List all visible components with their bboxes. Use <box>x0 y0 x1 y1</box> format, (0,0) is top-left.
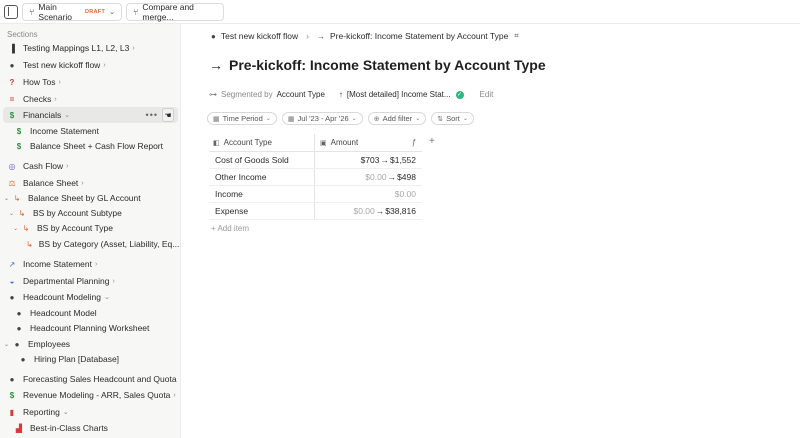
chevron-down-icon: ⌄ <box>415 116 421 122</box>
breadcrumb <box>211 31 519 41</box>
sidebar-item-bs-by-account-type[interactable] <box>3 220 178 236</box>
draft-badge: DRAFT <box>84 9 106 15</box>
sidebar-item-label: BS by Account Type <box>37 223 113 233</box>
column-header-left <box>320 138 358 147</box>
sidebar-item-income-statement-2[interactable] <box>3 256 178 272</box>
chevron-right-icon: › <box>66 162 69 170</box>
caret-down-icon[interactable]: ⌄ <box>9 210 15 217</box>
chart-icon: ▟ <box>15 423 23 433</box>
compare-merge-button[interactable] <box>126 3 224 21</box>
arrow-right-icon: → <box>375 206 385 216</box>
sidebar-item-checks[interactable] <box>3 91 178 107</box>
sidebar-item-bs-by-category[interactable] <box>3 236 178 252</box>
sidebar-item-label: Testing Mappings L1, L2, L3 <box>23 43 130 53</box>
sidebar-item-bs-by-gl-account[interactable] <box>3 190 178 206</box>
more-options-icon[interactable]: ••• <box>145 110 158 120</box>
dollar-icon: $ <box>9 110 15 120</box>
people-icon: ● <box>20 354 26 364</box>
column-header-label: Amount <box>330 138 359 147</box>
people-icon: ● <box>9 374 15 384</box>
account-type-cell: Cost of Goods Sold <box>209 152 315 168</box>
people-icon: ● <box>16 323 22 333</box>
sidebar-item-label: Hiring Plan [Database] <box>34 354 120 364</box>
account-type-cell: Expense <box>209 203 315 219</box>
meta-bar <box>209 90 493 99</box>
amount-cell <box>315 152 422 168</box>
reporting-icon: ▮ <box>9 407 15 417</box>
balance-scale-icon: ⚖ <box>8 178 16 188</box>
sidebar-item-label: Revenue Modeling - ARR, Sales Quota <box>23 390 171 400</box>
amount-to: $0.00 <box>394 189 416 199</box>
breadcrumb-current: Pre-kickoff: Income Statement by Account Type <box>330 31 509 41</box>
add-item-label: Add item <box>217 224 250 233</box>
breadcrumb-parent[interactable]: Test new kickoff flow <box>220 31 299 41</box>
sidebar-item-headcount-model[interactable] <box>3 305 178 321</box>
chevron-down-icon: ⌄ <box>109 9 115 16</box>
page-title-text: Pre-kickoff: Income Statement by Account Type <box>229 57 546 73</box>
sidebar-item-employees[interactable] <box>3 336 178 352</box>
amount-cell <box>315 186 422 202</box>
sidebar-item-label: Test new kickoff flow <box>23 60 101 70</box>
arrow-up-icon: ↑ <box>338 90 343 99</box>
table-row[interactable] <box>209 169 422 186</box>
sidebar-item-forecasting-sales-headcount[interactable] <box>3 371 178 387</box>
chevron-right-icon: › <box>103 61 106 69</box>
account-type-cell: Income <box>209 186 315 202</box>
sidebar-item-label: Employees <box>28 339 71 349</box>
caret-down-icon[interactable]: ⌄ <box>4 341 10 348</box>
segmented-by-value[interactable]: Account Type <box>276 90 325 99</box>
chevron-right-icon: › <box>54 95 57 103</box>
sidebar-item-test-new-kickoff-flow[interactable] <box>3 57 178 73</box>
sidebar-item-label: Checks <box>23 94 52 104</box>
sidebar-item-label: Headcount Planning Worksheet <box>30 323 150 333</box>
sidebar-item-balance-sheet-cash-flow-report[interactable] <box>3 138 178 154</box>
page-title <box>209 57 546 73</box>
sidebar-item-revenue-modeling[interactable] <box>3 387 178 403</box>
chevron-down-icon: ⌄ <box>103 294 110 301</box>
segment-icon: ⊶ <box>209 90 217 99</box>
caret-down-icon[interactable]: ⌄ <box>13 225 19 232</box>
top-bar <box>0 0 800 24</box>
sort-label: Sort <box>446 114 460 123</box>
date-range-label: Jul '23 - Apr '26 <box>297 114 349 123</box>
plus-icon: + <box>211 224 216 233</box>
segmented-by-label: Segmented by <box>221 90 273 99</box>
person-icon: ● <box>9 60 15 70</box>
table-header-row <box>209 134 422 152</box>
amount-from: $0.00 <box>365 172 387 182</box>
time-period-label: Time Period <box>222 114 263 123</box>
chevron-right-icon: › <box>173 391 176 399</box>
sidebar-item-label: Income Statement <box>23 259 92 269</box>
people-icon: ● <box>14 339 20 349</box>
sidebar-item-label: Forecasting Sales Headcount and Quota <box>23 374 177 384</box>
filter-bar <box>207 112 474 125</box>
amount-to: $1,552 <box>390 155 416 165</box>
data-table <box>209 134 422 220</box>
metric-icon: ▣ <box>320 139 327 147</box>
table-row[interactable] <box>209 152 422 169</box>
sidebar-item-reporting[interactable] <box>3 404 178 420</box>
main-content <box>181 24 800 438</box>
sidebar-item-financials[interactable] <box>3 107 178 123</box>
sections-label: Sections <box>7 30 38 39</box>
formula-icon[interactable]: ƒ <box>411 138 416 147</box>
plus-circle-icon: ⊕ <box>373 115 380 123</box>
date-range-filter[interactable] <box>282 112 363 125</box>
chevron-down-icon: ⌄ <box>64 112 71 119</box>
question-icon: ? <box>9 77 15 87</box>
detail-level-value[interactable]: [Most detailed] Income Stat... <box>346 90 451 99</box>
checks-icon: = <box>9 94 15 104</box>
chevron-right-icon: › <box>81 179 84 187</box>
edit-button[interactable]: Edit <box>479 90 494 99</box>
dollar-icon: $ <box>9 390 15 400</box>
merge-icon: ⑂ <box>133 7 139 17</box>
sidebar-item-label: Reporting <box>23 407 60 417</box>
calendar-icon: ▦ <box>287 115 295 123</box>
amount-cell <box>315 203 422 219</box>
add-filter-button[interactable] <box>368 112 427 125</box>
sidebar-item-departmental-planning[interactable] <box>3 273 178 289</box>
sidebar-item-headcount-planning-worksheet[interactable] <box>3 320 178 336</box>
dollar-icon: $ <box>16 141 22 151</box>
people-icon: ● <box>16 308 22 318</box>
chevron-down-icon: ⌄ <box>462 116 468 122</box>
link-arrow-icon: ↳ <box>22 223 30 233</box>
column-header-account-type[interactable] <box>209 134 315 151</box>
chevron-right-icon: › <box>58 78 61 86</box>
drag-handle-icon[interactable]: ☚ <box>162 108 174 122</box>
dimension-icon: ◧ <box>213 139 220 147</box>
column-header-amount[interactable] <box>315 134 422 151</box>
people-icon: ● <box>9 292 15 302</box>
arrow-right-icon: → <box>317 31 326 41</box>
link-arrow-icon: ↳ <box>26 239 33 249</box>
row-actions <box>146 108 174 122</box>
time-period-filter[interactable] <box>207 112 277 125</box>
sort-button[interactable] <box>431 112 474 125</box>
sidebar-item-how-tos[interactable] <box>3 74 178 90</box>
calendar-icon: ▦ <box>213 115 220 123</box>
table-row[interactable] <box>209 186 422 203</box>
add-filter-label: Add filter <box>382 114 413 123</box>
sidebar-item-label: Cash Flow <box>23 161 64 171</box>
link-arrow-icon: ↳ <box>18 208 26 218</box>
arrow-right-icon: → <box>380 155 389 165</box>
breadcrumb-separator-icon: › <box>306 31 310 41</box>
scenario-label: Main Scenario <box>38 2 72 22</box>
department-icon: ◒ <box>9 276 15 286</box>
trend-up-icon: ↗ <box>8 259 16 269</box>
check-icon: ✓ <box>457 91 463 98</box>
sidebar-item-label: How Tos <box>23 77 56 87</box>
sidebar-item-label: Income Statement <box>30 126 99 136</box>
sidebar-item-label: Headcount Model <box>30 308 97 318</box>
sidebar-item-label: Departmental Planning <box>23 276 110 286</box>
cash-flow-icon: ◎ <box>8 161 16 171</box>
column-header-label: Account Type <box>223 138 272 147</box>
sidebar-item-label: Balance Sheet <box>23 178 79 188</box>
scenario-selector[interactable] <box>22 3 122 21</box>
sidebar-item-income-statement[interactable] <box>3 123 178 139</box>
link-arrow-icon: ↳ <box>13 193 21 203</box>
chevron-down-icon: ⌄ <box>62 409 69 416</box>
sidebar-item-label: Balance Sheet + Cash Flow Report <box>30 141 164 151</box>
sidebar-item-label: Financials <box>23 110 62 120</box>
sidebar-item-label: BS by Account Subtype <box>33 208 122 218</box>
chevron-right-icon: › <box>94 260 98 268</box>
sidebar-item-balance-sheet[interactable] <box>3 175 178 191</box>
sidebar-item-best-in-class-charts[interactable] <box>3 420 178 436</box>
amount-from: $703 <box>360 155 380 165</box>
arrow-right-icon: → <box>209 57 223 73</box>
dollar-icon: $ <box>16 126 22 136</box>
sidebar-toggle-icon[interactable] <box>4 5 18 19</box>
sidebar-item-bs-by-account-subtype[interactable] <box>3 205 178 221</box>
caret-down-icon[interactable]: ⌄ <box>4 195 10 202</box>
chevron-right-icon: › <box>132 44 135 52</box>
amount-cell <box>315 169 422 185</box>
sidebar-item-label: Balance Sheet by GL Account <box>28 193 141 203</box>
person-icon: ● <box>211 31 216 41</box>
sidebar-item-label: BS by Category (Asset, Liability, Eq... <box>38 239 180 249</box>
sidebar <box>0 24 181 438</box>
chevron-down-icon: ⌄ <box>351 116 357 122</box>
sidebar-item-cash-flow[interactable] <box>3 158 178 174</box>
amount-to: $38,816 <box>385 206 416 216</box>
sidebar-item-headcount-modeling[interactable] <box>3 289 178 305</box>
compare-merge-label: Compare and merge... <box>142 2 194 22</box>
chevron-right-icon: › <box>112 277 115 285</box>
add-column-button[interactable]: + <box>429 136 435 147</box>
amount-to: $498 <box>397 172 416 182</box>
amount-from: $0.00 <box>353 206 375 216</box>
gallery-icon[interactable]: ⌗ <box>514 31 519 40</box>
table-row[interactable] <box>209 203 422 220</box>
sidebar-item-icon: ▐ <box>9 43 15 53</box>
sort-icon: ⇅ <box>437 115 444 123</box>
scenario-icon: ⑂ <box>29 7 35 17</box>
account-type-cell: Other Income <box>209 169 315 185</box>
add-item-button[interactable] <box>211 224 249 233</box>
arrow-right-icon: → <box>387 172 397 182</box>
chevron-down-icon: ⌄ <box>265 116 271 122</box>
sidebar-item-label: Headcount Modeling <box>23 292 101 302</box>
sidebar-item-label: Best-in-Class Charts <box>30 423 108 433</box>
sidebar-item-testing-mappings[interactable] <box>3 40 178 56</box>
sidebar-item-hiring-plan[interactable] <box>3 351 178 367</box>
